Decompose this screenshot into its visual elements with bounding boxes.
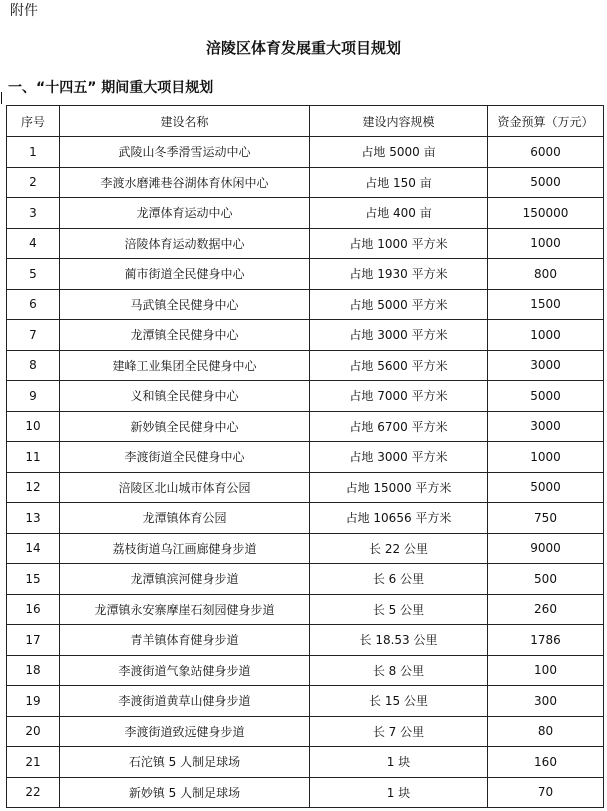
cell-serial: 10 (7, 411, 60, 442)
cell-serial: 1 (7, 137, 60, 168)
cell-budget: 300 (488, 686, 604, 717)
cell-serial: 2 (7, 167, 60, 198)
cell-serial: 3 (7, 198, 60, 229)
cell-serial: 8 (7, 350, 60, 381)
cell-scale: 占地 3000 平方米 (310, 320, 488, 351)
cell-project-name: 建峰工业集团全民健身中心 (60, 350, 310, 381)
table-row (7, 716, 604, 747)
cell-scale: 长 15 公里 (310, 686, 488, 717)
cell-budget: 9000 (488, 533, 604, 564)
cell-budget: 6000 (488, 137, 604, 168)
cell-scale: 占地 1930 平方米 (310, 259, 488, 290)
cell-budget: 750 (488, 503, 604, 534)
cell-budget: 160 (488, 747, 604, 778)
cell-project-name: 龙潭镇体育公园 (60, 503, 310, 534)
cell-scale: 占地 5600 平方米 (310, 350, 488, 381)
table-row (7, 381, 604, 412)
cell-budget: 1000 (488, 320, 604, 351)
cell-project-name: 李渡街道黄草山健身步道 (60, 686, 310, 717)
cell-scale: 占地 150 亩 (310, 167, 488, 198)
table-row (7, 503, 604, 534)
table-row (7, 411, 604, 442)
document-title: 涪陵区体育发展重大项目规划 (205, 39, 401, 57)
cell-project-name: 武陵山冬季滑雪运动中心 (60, 137, 310, 168)
cell-serial: 11 (7, 442, 60, 473)
cell-serial: 4 (7, 228, 60, 259)
cell-budget: 3000 (488, 411, 604, 442)
cell-scale: 占地 10656 平方米 (310, 503, 488, 534)
cell-budget: 3000 (488, 350, 604, 381)
cell-project-name: 荔枝街道乌江画廊健身步道 (60, 533, 310, 564)
cell-scale: 占地 5000 平方米 (310, 289, 488, 320)
cell-budget: 500 (488, 564, 604, 595)
table-row (7, 198, 604, 229)
cell-project-name: 李渡街道气象站健身步道 (60, 655, 310, 686)
cell-project-name: 李渡街道全民健身中心 (60, 442, 310, 473)
table-row (7, 137, 604, 168)
table-row (7, 625, 604, 656)
cell-project-name: 马武镇全民健身中心 (60, 289, 310, 320)
cell-project-name: 李渡水磨滩巷谷湖体育休闲中心 (60, 167, 310, 198)
table-header-row (7, 106, 604, 137)
cell-scale: 占地 6700 平方米 (310, 411, 488, 442)
cell-project-name: 龙潭镇永安寨摩崖石刻园健身步道 (60, 594, 310, 625)
cell-serial: 12 (7, 472, 60, 503)
table-row (7, 442, 604, 473)
cell-budget: 70 (488, 777, 604, 808)
cell-scale: 1 块 (310, 747, 488, 778)
header-budget: 资金预算（万元） (488, 106, 604, 137)
cell-budget: 1786 (488, 625, 604, 656)
cell-project-name: 涪陵体育运动数据中心 (60, 228, 310, 259)
cell-serial: 22 (7, 777, 60, 808)
cell-serial: 14 (7, 533, 60, 564)
cell-serial: 13 (7, 503, 60, 534)
cell-scale: 长 18.53 公里 (310, 625, 488, 656)
cell-serial: 21 (7, 747, 60, 778)
cell-budget: 5000 (488, 167, 604, 198)
table-row (7, 686, 604, 717)
project-table (6, 105, 604, 808)
cell-project-name: 新妙镇全民健身中心 (60, 411, 310, 442)
cell-project-name: 涪陵区北山城市体育公园 (60, 472, 310, 503)
table-row (7, 564, 604, 595)
table-row (7, 655, 604, 686)
section-heading: 一、“十四五” 期间重大项目规划 (8, 80, 214, 96)
cell-serial: 9 (7, 381, 60, 412)
cell-project-name: 新妙镇 5 人制足球场 (60, 777, 310, 808)
cell-budget: 260 (488, 594, 604, 625)
cell-project-name: 义和镇全民健身中心 (60, 381, 310, 412)
cell-budget: 800 (488, 259, 604, 290)
cell-budget: 5000 (488, 381, 604, 412)
cell-scale: 占地 5000 亩 (310, 137, 488, 168)
cell-project-name: 青羊镇体育健身步道 (60, 625, 310, 656)
cell-scale: 占地 15000 平方米 (310, 472, 488, 503)
cell-scale: 占地 400 亩 (310, 198, 488, 229)
table-row (7, 167, 604, 198)
header-serial: 序号 (7, 106, 60, 137)
table-row (7, 289, 604, 320)
cell-scale: 占地 3000 平方米 (310, 442, 488, 473)
table-row (7, 472, 604, 503)
table-row (7, 320, 604, 351)
table-row (7, 259, 604, 290)
cell-serial: 6 (7, 289, 60, 320)
cell-budget: 1000 (488, 442, 604, 473)
cell-budget: 80 (488, 716, 604, 747)
cell-serial: 20 (7, 716, 60, 747)
header-scale: 建设内容规模 (310, 106, 488, 137)
cell-serial: 7 (7, 320, 60, 351)
cell-scale: 1 块 (310, 777, 488, 808)
attachment-label: 附件 (10, 3, 38, 19)
cell-project-name: 蔺市街道全民健身中心 (60, 259, 310, 290)
table-row (7, 228, 604, 259)
cell-scale: 长 6 公里 (310, 564, 488, 595)
cell-scale: 长 7 公里 (310, 716, 488, 747)
cell-serial: 18 (7, 655, 60, 686)
table-row (7, 747, 604, 778)
cell-serial: 5 (7, 259, 60, 290)
table-row (7, 533, 604, 564)
cell-budget: 1500 (488, 289, 604, 320)
cell-scale: 占地 1000 平方米 (310, 228, 488, 259)
cell-serial: 15 (7, 564, 60, 595)
table-row (7, 350, 604, 381)
cell-scale: 长 22 公里 (310, 533, 488, 564)
cell-serial: 19 (7, 686, 60, 717)
cell-serial: 16 (7, 594, 60, 625)
cell-project-name: 龙潭镇滨河健身步道 (60, 564, 310, 595)
cell-budget: 5000 (488, 472, 604, 503)
cell-project-name: 石沱镇 5 人制足球场 (60, 747, 310, 778)
cell-scale: 长 5 公里 (310, 594, 488, 625)
cell-project-name: 李渡街道致远健身步道 (60, 716, 310, 747)
cell-budget: 100 (488, 655, 604, 686)
cell-scale: 占地 7000 平方米 (310, 381, 488, 412)
table-row (7, 594, 604, 625)
cell-scale: 长 8 公里 (310, 655, 488, 686)
cell-serial: 17 (7, 625, 60, 656)
header-project-name: 建设名称 (60, 106, 310, 137)
cell-project-name: 龙潭镇全民健身中心 (60, 320, 310, 351)
cell-budget: 150000 (488, 198, 604, 229)
margin-mark (1, 92, 2, 104)
cell-budget: 1000 (488, 228, 604, 259)
table-row (7, 777, 604, 808)
cell-project-name: 龙潭体育运动中心 (60, 198, 310, 229)
